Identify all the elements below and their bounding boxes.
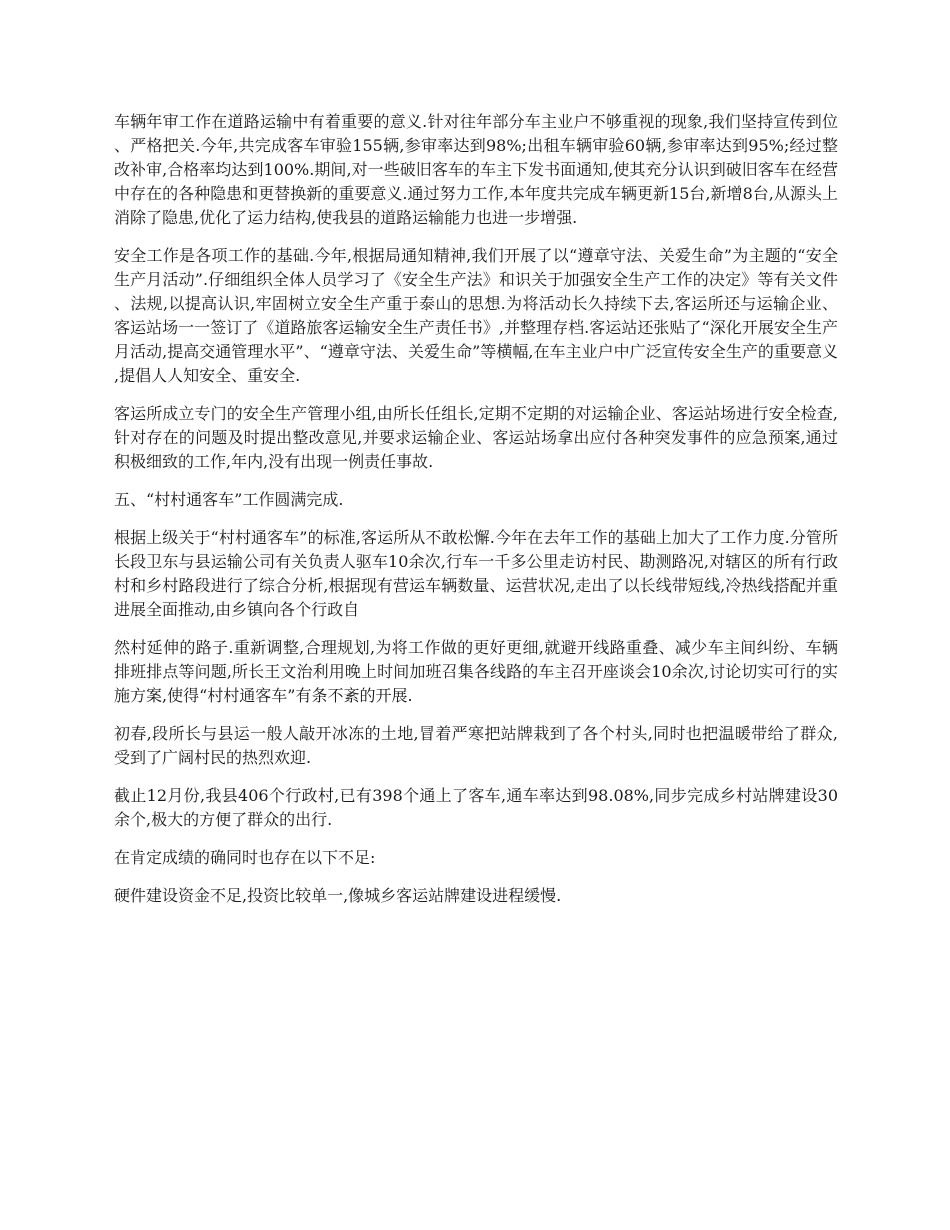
section-heading-village-bus: 五、“村村通客车”工作圆满完成. <box>114 490 344 509</box>
paragraph-hardware-funding: 硬件建设资金不足,投资比较单一,像城乡客运站牌建设进程缓慢. <box>114 886 562 905</box>
document-body <box>114 110 838 922</box>
paragraph-early-spring: 初春,段所长与县运一般人敲开冰冻的土地,冒着严寒把站牌栽到了各个村头,同时也把温暖带给了群众,受到了广阔村民的热烈欢迎. <box>114 724 838 767</box>
paragraph-vehicle-inspection: 车辆年审工作在道路运输中有着重要的意义.针对往年部分车主业户不够重视的现象,我们坚持宣传到位、严格把关.今年,共完成客车审验155辆,参审率达到98%;出租车辆审验60辆,参审率达到95%;经过整改补审,合格率均达到100%.期间,对一些破旧客车的车主下发书面通知,使其充分认识到破旧客车在经营中存在的各种隐患和更替换新的重要意义.通过努力工作,本年度共完成车辆更新15台,新增8台,从源头上消除了隐患,优化了运力结构,使我县的道路运输能力也进一步增强. <box>114 112 838 227</box>
paragraph-shortcomings-intro: 在肯定成绩的确同时也存在以下不足: <box>114 848 376 867</box>
paragraph-route-planning: 然村延伸的路子.重新调整,合理规划,为将工作做的更好更细,就避开线路重叠、减少车主间纠纷、车辆排班排点等问题,所长王文治利用晚上时间加班召集各线路的车主召开座谈会10余次,讨论切实可行的实施方案,使得“村村通客车”有条不紊的开展. <box>114 638 838 705</box>
paragraph-safety-group: 客运所成立专门的安全生产管理小组,由所长任组长,定期不定期的对运输企业、客运站场进行安全检查,针对存在的问题及时提出整改意见,并要求运输企业、客运站场拿出应付各种突发事件的应急预案,通过积极细致的工作,年内,没有出现一例责任事故. <box>114 404 838 471</box>
paragraph-december-stats: 截止12月份,我县406个行政村,已有398个通上了客车,通车率达到98.08%,同步完成乡村站牌建设30余个,极大的方便了群众的出行. <box>114 786 838 829</box>
paragraph-safety-month: 安全工作是各项工作的基础.今年,根据局通知精神,我们开展了以“遵章守法、关爱生命”为主题的“安全生产月活动”.仔细组织全体人员学习了《安全生产法》和识关于加强安全生产工作的决定》等有关文件、法规,以提高认识,牢固树立安全生产重于泰山的思想.为将活动长久持续下去,客运所还与运输企业、客运站场一一签订了《道路旅客运输安全生产责任书》,并整理存档.客运站还张贴了“深化开展安全生产月活动,提高交通管理水平”、“遵章守法、关爱生命”等横幅,在车主业户中广泛宣传安全生产的重要意义,提倡人人知安全、重安全. <box>114 246 838 385</box>
paragraph-village-bus-standard: 根据上级关于“村村通客车”的标准,客运所从不敢松懈.今年在去年工作的基础上加大了工作力度.分管所长段卫东与县运输公司有关负责人驱车10余次,行车一千多公里走访村民、勘测路况,对辖区的所有行政村和乡村路段进行了综合分析,根据现有营运车辆数量、运营状况,走出了以长线带短线,冷热线搭配并重进展全面推动,由乡镇向各个行政自 <box>114 528 838 619</box>
